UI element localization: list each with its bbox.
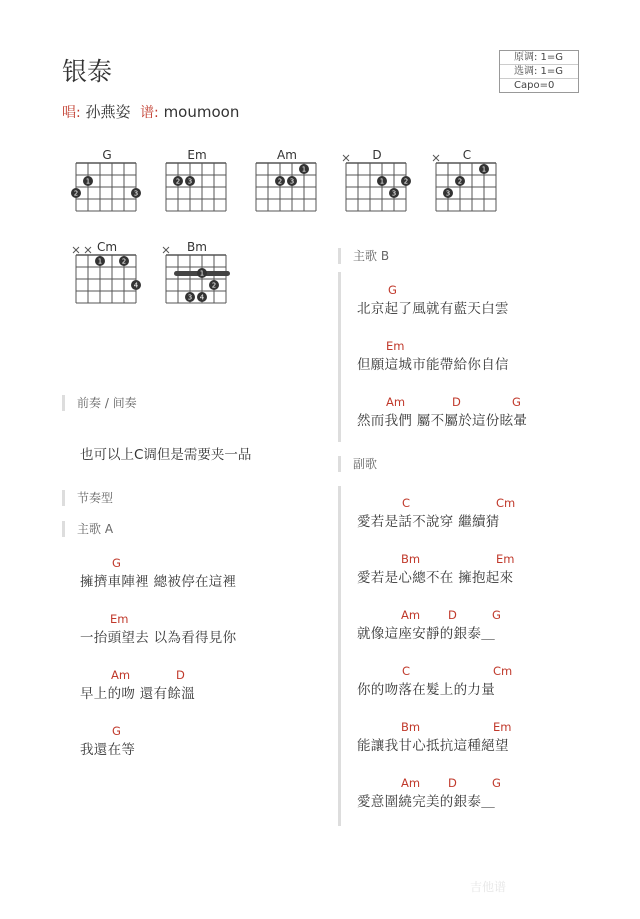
finger-label: 2	[175, 177, 181, 186]
capo-info: Capo=0	[500, 78, 578, 92]
section-prelude: 前奏 / 间奏	[62, 395, 137, 411]
chord-name: Bm	[187, 240, 207, 254]
fretboard	[72, 161, 142, 231]
chord-label: Bm	[401, 720, 421, 734]
finger-label: 2	[211, 281, 217, 290]
finger-label: 1	[379, 177, 385, 186]
chord-label: G	[492, 776, 501, 790]
finger-label: 1	[199, 269, 205, 278]
section-divider	[338, 272, 341, 442]
fretboard	[72, 253, 142, 323]
lyric-line: 早上的吻 還有餘溫	[80, 686, 195, 702]
lyric-line: 但願這城市能帶給你自信	[357, 357, 509, 373]
fretboard	[162, 161, 232, 231]
section-rhythm: 节奏型	[62, 490, 113, 506]
chord-label: C	[402, 496, 411, 510]
chord-label: Am	[111, 668, 131, 682]
finger-label: 2	[457, 177, 463, 186]
chord-label: G	[492, 608, 501, 622]
chord-label: Am	[401, 776, 421, 790]
chord-diagram-d	[342, 148, 412, 238]
chord-label: Am	[401, 608, 421, 622]
section-verse-a: 主歌 A	[62, 521, 113, 537]
singer-name: 孙燕姿	[85, 103, 131, 121]
chord-name: Am	[277, 148, 297, 162]
finger-label: 3	[445, 189, 451, 198]
finger-label: 1	[97, 257, 103, 266]
lyric-line: 北京起了風就有藍天白雲	[357, 301, 509, 317]
chord-label: D	[452, 395, 461, 409]
chord-label: Bm	[401, 552, 421, 566]
fretboard	[432, 161, 502, 231]
chord-label: D	[448, 608, 457, 622]
chord-label: D	[176, 668, 185, 682]
lyric-line: 我還在等	[80, 742, 136, 758]
lyric-line: 愛意圍繞完美的銀泰＿	[357, 794, 495, 810]
lyric-line: 一抬頭望去 以為看得見你	[80, 630, 237, 646]
chord-diagram-em	[162, 148, 232, 238]
chord-diagram-bm	[162, 240, 232, 330]
chord-label: Em	[493, 720, 512, 734]
finger-label: 3	[391, 189, 397, 198]
tabber-name: moumoon	[163, 103, 240, 121]
chord-label: G	[388, 283, 397, 297]
finger-label: 1	[301, 165, 307, 174]
chord-label: Em	[110, 612, 129, 626]
finger-label: 3	[133, 189, 139, 198]
finger-label: 2	[121, 257, 127, 266]
chord-name: C	[462, 148, 472, 162]
lyric-line: 就像這座安靜的銀泰＿	[357, 626, 495, 642]
chord-diagram-am	[252, 148, 322, 238]
chord-diagram-g	[72, 148, 142, 238]
chord-diagram-cm	[72, 240, 142, 330]
finger-label: 4	[199, 293, 205, 302]
section-verse-b: 主歌 B	[338, 248, 389, 264]
chord-label: Cm	[493, 664, 513, 678]
fretboard	[342, 161, 412, 231]
watermark: 吉他谱	[470, 880, 507, 894]
key-info-box	[499, 50, 579, 93]
chord-label: G	[112, 724, 121, 738]
chord-label: Em	[496, 552, 515, 566]
chord-name: D	[372, 148, 382, 162]
chord-label: Cm	[496, 496, 516, 510]
finger-label: 4	[133, 281, 139, 290]
lyric-line: 愛若是心總不在 擁抱起來	[357, 570, 514, 586]
finger-label: 2	[277, 177, 283, 186]
chord-label: G	[512, 395, 521, 409]
finger-label: 2	[403, 177, 409, 186]
section-divider	[338, 486, 341, 826]
chord-label: G	[112, 556, 121, 570]
chord-label: D	[448, 776, 457, 790]
section-chorus: 副歌	[338, 456, 377, 472]
chord-name: Em	[187, 148, 207, 162]
finger-label: 3	[187, 293, 193, 302]
selected-key: 选调: 1=G	[500, 64, 578, 78]
credits	[62, 101, 239, 122]
chord-name: Cm	[96, 240, 118, 254]
prelude-note: 也可以上C调但是需要夹一品	[80, 447, 252, 463]
lyric-line: 擁擠車陣裡 總被停在這裡	[80, 574, 237, 590]
finger-label: 3	[187, 177, 193, 186]
finger-label: 1	[85, 177, 91, 186]
lyric-line: 能讓我甘心抵抗這種絕望	[357, 738, 509, 754]
chord-label: Am	[386, 395, 406, 409]
lyric-line: 然而我們 屬不屬於這份眩暈	[357, 413, 528, 429]
chord-label: Em	[386, 339, 405, 353]
fretboard	[252, 161, 322, 231]
finger-label: 3	[289, 177, 295, 186]
original-key: 原调: 1=G	[514, 52, 564, 63]
lyric-line: 你的吻落在髮上的力量	[357, 682, 495, 698]
tab-label: 谱:	[140, 105, 159, 121]
finger-label: 1	[481, 165, 487, 174]
sing-label: 唱:	[62, 105, 81, 121]
lyric-line: 愛若是話不說穿 繼續猜	[357, 514, 500, 530]
song-title: 银泰	[62, 57, 113, 86]
chord-label: C	[402, 664, 411, 678]
chord-diagram-c	[432, 148, 502, 238]
chord-name: G	[102, 148, 112, 162]
finger-label: 2	[73, 189, 79, 198]
fretboard	[162, 253, 232, 323]
